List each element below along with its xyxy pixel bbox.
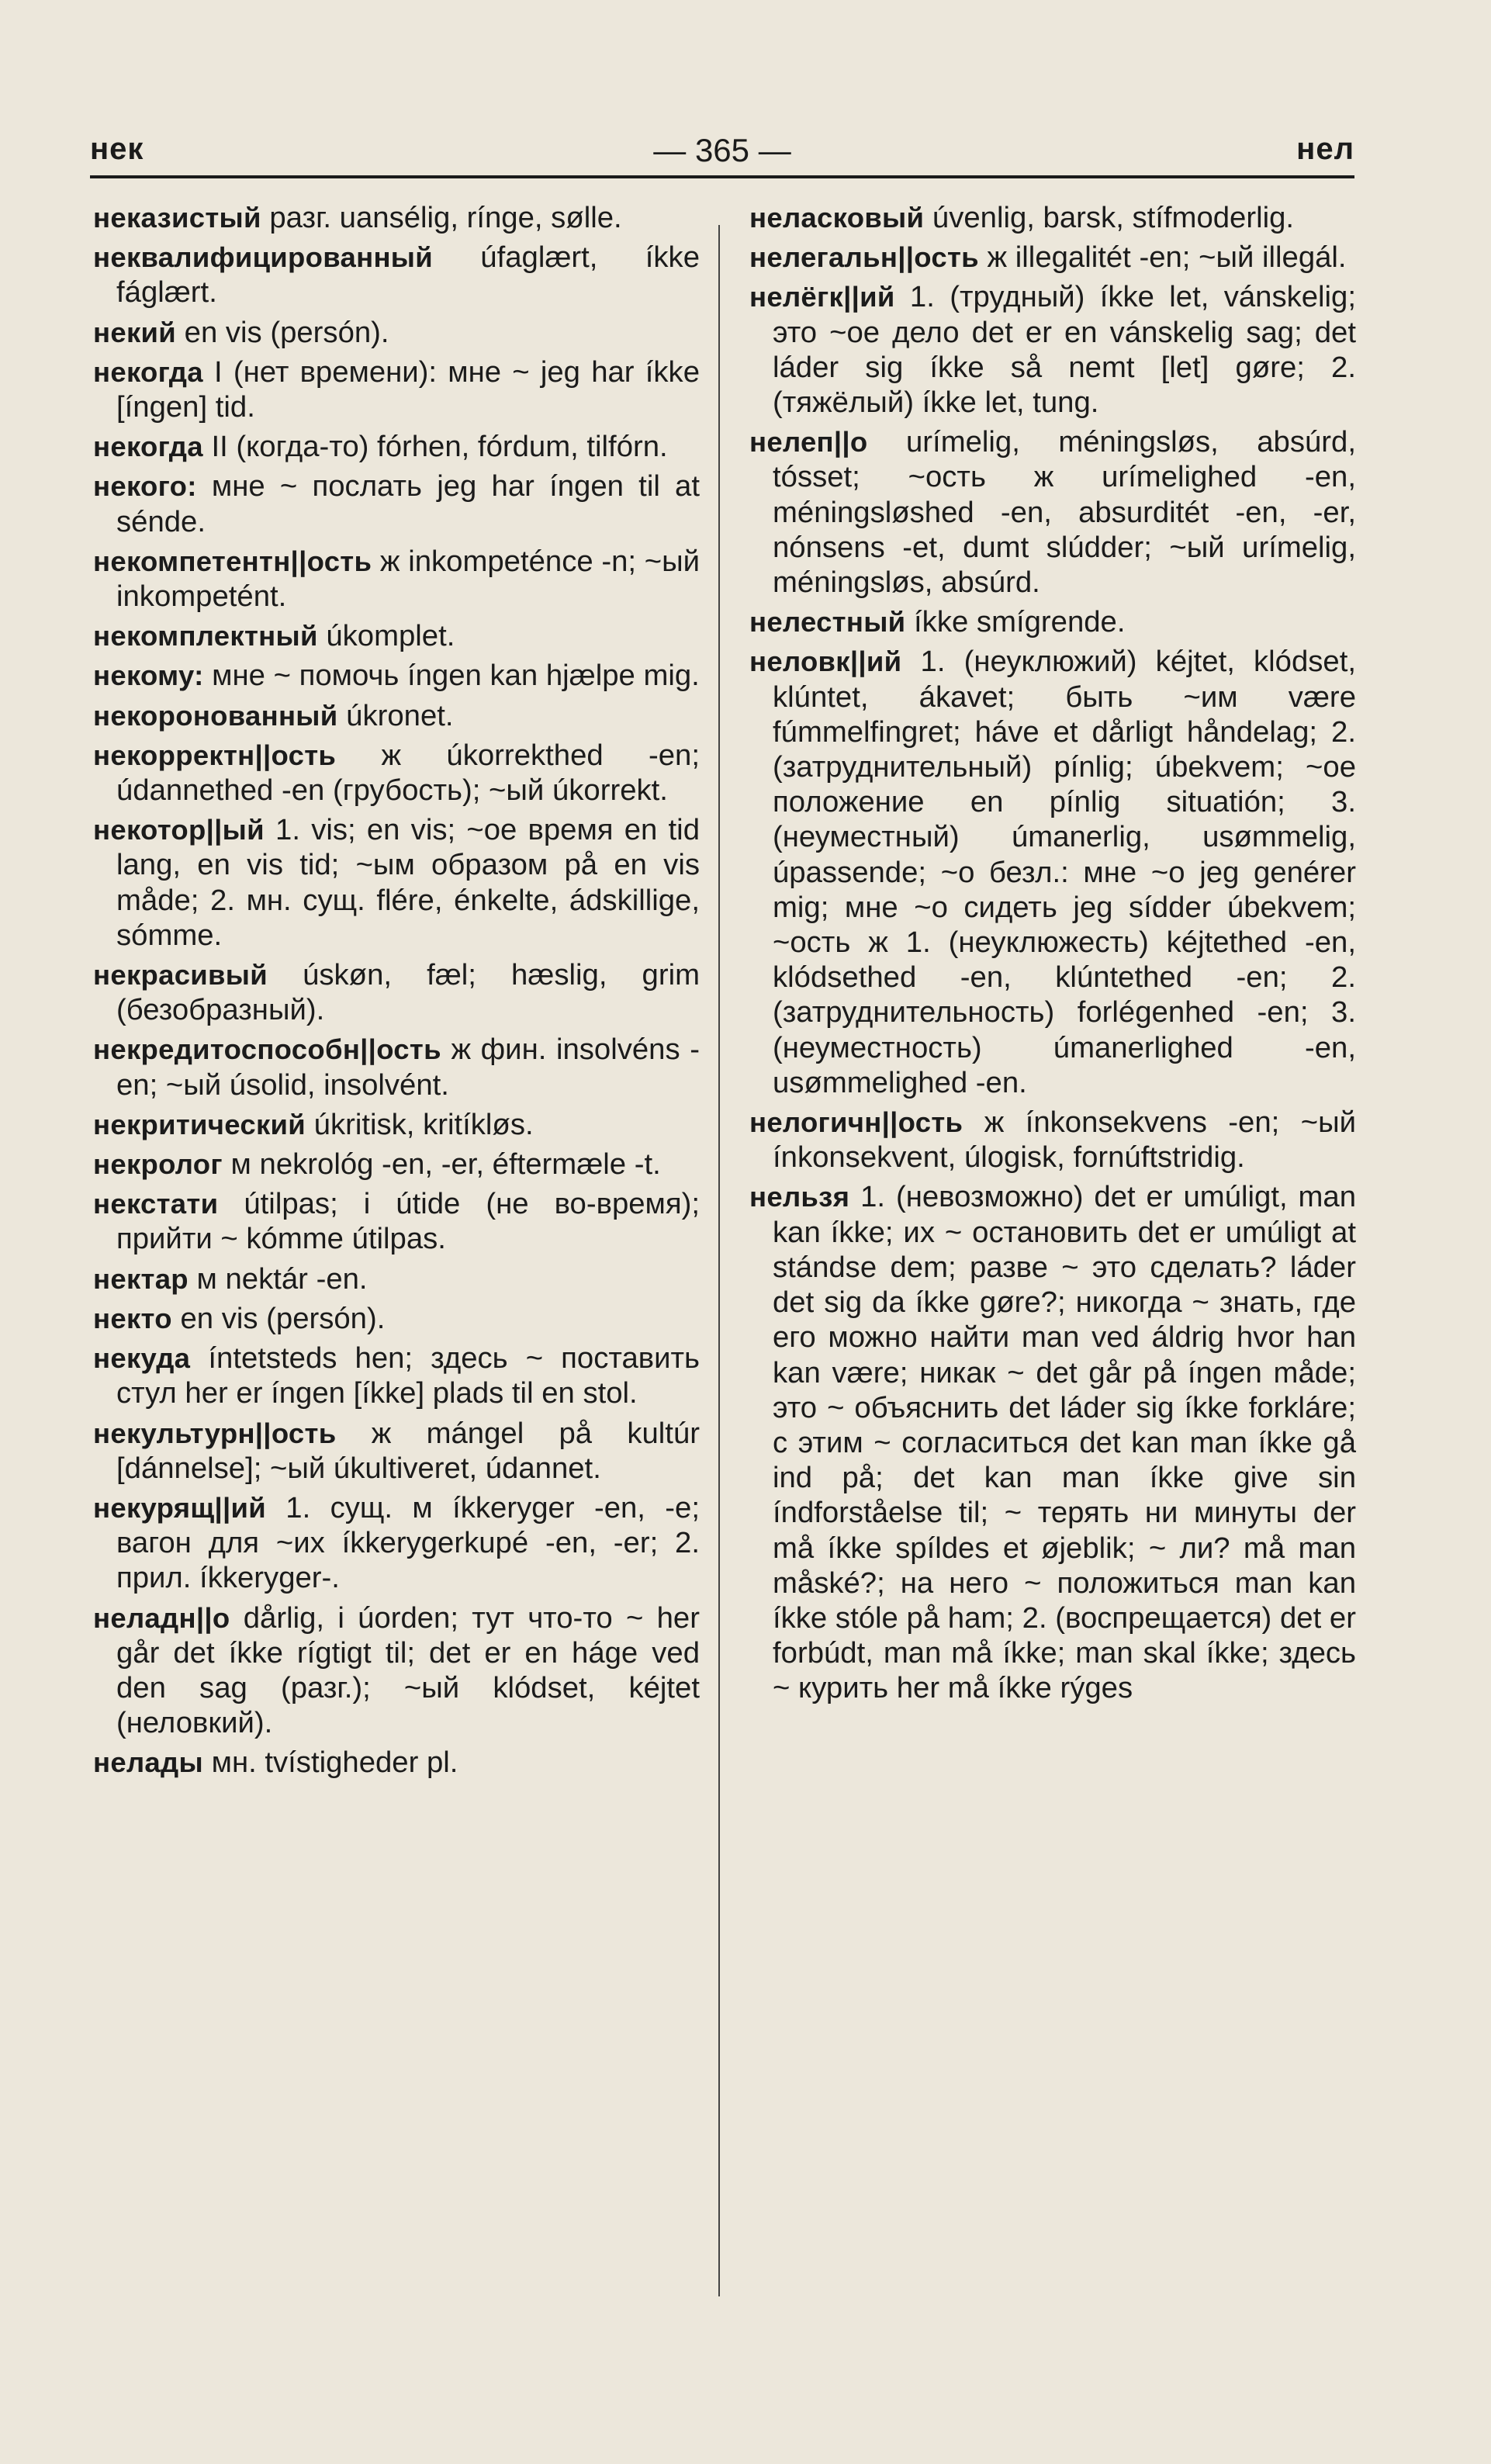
headword: некритический xyxy=(93,1108,306,1140)
headword: нектар xyxy=(93,1262,189,1295)
page-number: — 365 — xyxy=(653,132,791,168)
column-divider xyxy=(718,225,720,2296)
dictionary-entry xyxy=(93,1416,700,1486)
definition: м nektár -en. xyxy=(188,1261,368,1296)
guide-word-left: нек xyxy=(90,132,144,166)
definition: dårlig, i úorden; тут что-то ~ her går det íkke rígtigt til; det er en háge ved den sag (разг.); ~ый klódset, kéjtet (неловкий). xyxy=(116,1601,700,1740)
right-column xyxy=(749,200,1356,1711)
dictionary-entry xyxy=(93,1147,700,1182)
definition: 1. vis; en vis; ~ое время en tid lang, en vis tid; ~ым образом på en vis måde; 2. мн. сущ. flére, énkelte, ádskillige, sómme. xyxy=(116,813,700,952)
dictionary-entry xyxy=(93,1186,700,1256)
headword: некий xyxy=(93,316,176,348)
dictionary-entry xyxy=(93,698,700,733)
dictionary-entry xyxy=(93,355,700,424)
headword: неловк||ий xyxy=(749,645,902,678)
headword: некуда xyxy=(93,1342,191,1375)
definition: úkomplet. xyxy=(317,619,455,653)
dictionary-entry xyxy=(93,469,700,538)
headword: некому: xyxy=(93,659,204,692)
definition: úskøn, fæl; hæslig, grim (безобразный). xyxy=(116,958,700,1027)
dictionary-entry xyxy=(93,1261,700,1296)
definition: 1. (невозможно) det er umúligt, man kan íkke; их ~ остановить det er umúligt at stándse dem; разве ~ это сделать? láder det sig da íkke gøre?; никогда ~ знать, где его можно найти man ved áldrig hvor han kan være; никак ~ det går på íngen måde; это ~ объяснить det láder sig íkke forkláre; с этим ~ согласиться det kan man íkke gå ind på; det kan man íkke give sin índforståelse til; ~ терять ни минуты der må íkke spíldes et øjeblik; ~ ли? må man måské?; на него ~ положиться man kan íkke stóle på ham; 2. (воспрещается) det er forbúdt, man må íkke; man skal íkke; здесь ~ курить her må íkke rýges xyxy=(773,1180,1356,1705)
headword: нелеп||о xyxy=(749,426,868,459)
definition: 1. сущ. м íkkeryger -en, -e; вагон для ~их íkkerygerkupé -en, -er; 2. прил. íkkeryger-. xyxy=(116,1490,700,1595)
definition: en vis (persón). xyxy=(176,315,389,349)
dictionary-entry xyxy=(93,1601,700,1741)
headword: некредитоспособн||ость xyxy=(93,1033,441,1066)
definition: úvenlig, barsk, stífmoderlig. xyxy=(924,201,1295,234)
definition: ж úkorrekthed -en; údannethed -en (грубость); ~ый úkorrekt. xyxy=(116,738,700,808)
dictionary-entry xyxy=(93,812,700,953)
dictionary-entry xyxy=(749,240,1356,275)
headword: нельзя xyxy=(749,1181,850,1213)
headword: некоронованный xyxy=(93,699,338,732)
definition: мне ~ послать jeg har íngen til at sénde. xyxy=(116,469,700,538)
definition: ж inkompeténce -n; ~ый inkompetént. xyxy=(116,544,700,614)
definition: ж фин. insolvéns -en; ~ый úsolid, insolvént. xyxy=(116,1033,700,1102)
dictionary-entry xyxy=(93,1341,700,1410)
dictionary-entry xyxy=(749,200,1356,235)
dictionary-entry xyxy=(749,1179,1356,1705)
definition: urímelig, méningsløs, absúrd, tósset; ~ость ж urímelighed -en, méningsløshed -en, absurditét -en, -er, nónsens -et, dumt slúdder; ~ый urímelig, méningsløs, absúrd. xyxy=(773,425,1356,600)
definition: ж ínkonsekvens -en; ~ый ínkonsekvent, úlogisk, fornúftstridig. xyxy=(773,1106,1356,1175)
dictionary-entry xyxy=(93,618,700,653)
left-column xyxy=(93,200,700,1785)
dictionary-entry xyxy=(749,424,1356,600)
headword: неладн||о xyxy=(93,1601,230,1634)
headword: некстати xyxy=(93,1188,219,1220)
dictionary-entry xyxy=(749,644,1356,1100)
definition: разг. uansélig, rínge, sølle. xyxy=(261,201,622,234)
dictionary-entry xyxy=(93,544,700,614)
dictionary-entry xyxy=(749,279,1356,420)
dictionary-entry xyxy=(93,1032,700,1102)
headword: некомплектный xyxy=(93,620,318,652)
definition: мне ~ помочь íngen kan hjælpe mig. xyxy=(203,659,700,693)
headword: некто xyxy=(93,1302,172,1334)
dictionary-entry xyxy=(749,1105,1356,1175)
headword: некомпетентн||ость xyxy=(93,545,372,577)
headword: неказистый xyxy=(93,202,261,234)
dictionary-entry xyxy=(93,1107,700,1142)
definition: ж illegalitét -en; ~ый illegál. xyxy=(978,241,1347,275)
header-rule xyxy=(90,175,1354,178)
headword: нелестный xyxy=(749,606,906,638)
dictionary-entry xyxy=(93,957,700,1027)
dictionary-entry xyxy=(93,200,700,235)
headword: неласковый xyxy=(749,202,925,234)
headword: некогда xyxy=(93,355,203,388)
definition: úfaglært, íkke fáglært. xyxy=(116,241,700,310)
headword: некурящ||ий xyxy=(93,1491,266,1524)
definition: ж mángel på kultúr [dánnelse]; ~ый úkultiveret, údannet. xyxy=(116,1416,700,1485)
headword: нелёгк||ий xyxy=(749,281,895,313)
headword: некогда xyxy=(93,431,203,463)
definition: II (когда-то) fórhen, fórdum, tilfórn. xyxy=(202,430,668,464)
dictionary-entry xyxy=(749,604,1356,639)
headword: нелегальн||ость xyxy=(749,241,979,274)
definition: íntetsteds hen; здесь ~ поставить стул her er íngen [íkke] plads til en stol. xyxy=(116,1341,700,1410)
dictionary-entry xyxy=(93,658,700,693)
headword: нелогичн||ость xyxy=(749,1106,963,1139)
definition: 1. (трудный) íkke let, vánskelig; это ~ое дело det er en vánskelig sag; det láder sig íkke så nemt [let] gøre; 2. (тяжёлый) íkke let, tung. xyxy=(773,280,1356,420)
definition: en vis (persón). xyxy=(171,1301,386,1335)
headword: некультурн||ость xyxy=(93,1417,337,1449)
dictionary-entry xyxy=(93,429,700,464)
dictionary-entry xyxy=(93,315,700,350)
headword: некого: xyxy=(93,470,197,503)
headword: некорректн||ость xyxy=(93,739,337,771)
definition: útilpas; i útide (не во-время); прийти ~ kómme útilpas. xyxy=(116,1187,700,1256)
definition: úkronet. xyxy=(337,698,454,732)
headword: нелады xyxy=(93,1746,203,1779)
headword: некролог xyxy=(93,1148,223,1181)
definition: I (нет времени): мне ~ jeg har íkke [íngen] tid. xyxy=(116,355,700,424)
definition: úkritisk, kritíkløs. xyxy=(306,1107,534,1141)
guide-word-right: нел xyxy=(1296,132,1354,166)
headword: некотор||ый xyxy=(93,814,265,846)
definition: м nekrológ -en, -er, éftermæle -t. xyxy=(222,1147,661,1182)
dictionary-entry xyxy=(93,1301,700,1336)
dictionary-entry xyxy=(93,240,700,310)
dictionary-entry xyxy=(93,1490,700,1596)
page-header xyxy=(90,132,1354,177)
headword: неквалифицированный xyxy=(93,241,433,274)
dictionary-entry xyxy=(93,738,700,808)
headword: некрасивый xyxy=(93,959,268,991)
definition: íkke smígrende. xyxy=(905,605,1126,639)
definition: мн. tvístigheder pl. xyxy=(202,1746,458,1780)
definition: 1. (неуклюжий) kéjtet, klódset, klúntet, ákavet; быть ~им være fúmmelfingret; háve et dårligt håndelag; 2. (затруднительный) pínlig; úbekvem; ~ое положение en pínlig situatión; 3. (неуместный) úmanerlig, usømmelig, úpassende; ~о безл.: мне ~о jeg genérer mig; мне ~о сидеть jeg sídder úbekvem; ~ость ж 1. (неуклюжесть) kéjtethed -en, klódsethed -en, klúntethed -en; 2. (затруднительность) forlégenhed -en; 3. (неуместность) úmanerlighed -en, usømmelighed -en. xyxy=(773,645,1356,1099)
dictionary-entry xyxy=(93,1745,700,1780)
